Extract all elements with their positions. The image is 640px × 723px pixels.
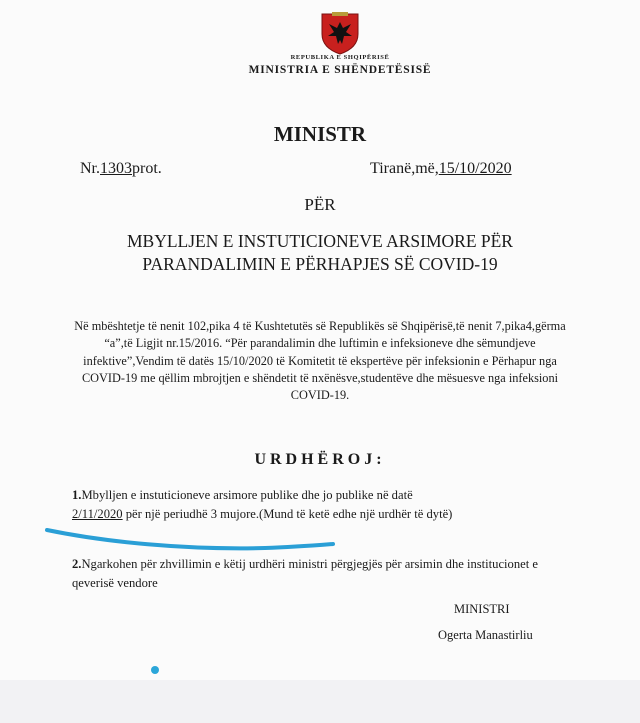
item-1-text: Mbylljen e instuticioneve arsimore publike dhe jo publike në datë bbox=[81, 488, 413, 502]
subject-line-1: MBYLLJEN E INSTUTICIONEVE ARSIMORE PËR bbox=[127, 231, 513, 251]
signature-name: Ogerta Manastirliu bbox=[438, 628, 533, 642]
protocol-number bbox=[80, 160, 162, 178]
republic-label: REPUBLIKA E SHQIPËRISË bbox=[290, 54, 390, 61]
signature-title: MINISTRI bbox=[454, 602, 510, 616]
highlight-underline-mark bbox=[45, 508, 335, 558]
item-2-number: 2. bbox=[72, 557, 82, 571]
number-suffix: prot. bbox=[132, 160, 162, 177]
ministry-name: MINISTRIA E SHËNDETËSISË bbox=[248, 64, 432, 76]
blue-dot-mark bbox=[151, 666, 159, 674]
order-heading: URDHËROJ: bbox=[254, 451, 386, 468]
number-prefix: Nr. bbox=[80, 160, 100, 177]
item-1-number: 1. bbox=[72, 488, 82, 502]
item-1-date: 2/11/2020 bbox=[72, 506, 123, 521]
place-label: Tiranë,më, bbox=[370, 160, 439, 177]
subject-heading bbox=[60, 230, 580, 276]
item-1-rest: për një periudhë 3 mujore.(Mund të ketë edhe një urdhër të dytë) bbox=[122, 506, 453, 521]
item-2-text: Ngarkohen për zhvillimin e këtij urdhëri ministri përgjegjës për arsimin dhe institucionet e qeverisë vendore bbox=[72, 557, 538, 590]
albanian-emblem-icon bbox=[318, 10, 362, 56]
preamble-text: Në mbështetje të nenit 102,pika 4 të Kushtetutës së Republikës së Shqipërisë,të nenit 7,pika4,gërma “a”,të Ligjit nr.15/2016. “Për parandalimin dhe luftimin e infeksioneve dhe sëmundjeve infektive”,Vendim të datës 15/10/2020 të Komitetit të ekspertëve për infeksionin e Përhapur nga COVID-19 me qëllim mbrojtjen e shëndetit të nxënësve,studentëve dhe mësuesve nga infeksioni COVID-19. bbox=[74, 319, 566, 403]
document-title: MINISTR bbox=[273, 122, 367, 146]
number-value: 1303 bbox=[100, 160, 132, 177]
order-item-2 bbox=[72, 555, 572, 592]
bottom-band bbox=[0, 680, 640, 723]
date-value: 15/10/2020 bbox=[438, 160, 512, 177]
place-date bbox=[370, 160, 512, 178]
for-word: PËR bbox=[304, 195, 336, 214]
subject-line-2: PARANDALIMIN E PËRHAPJES SË COVID-19 bbox=[142, 254, 498, 274]
